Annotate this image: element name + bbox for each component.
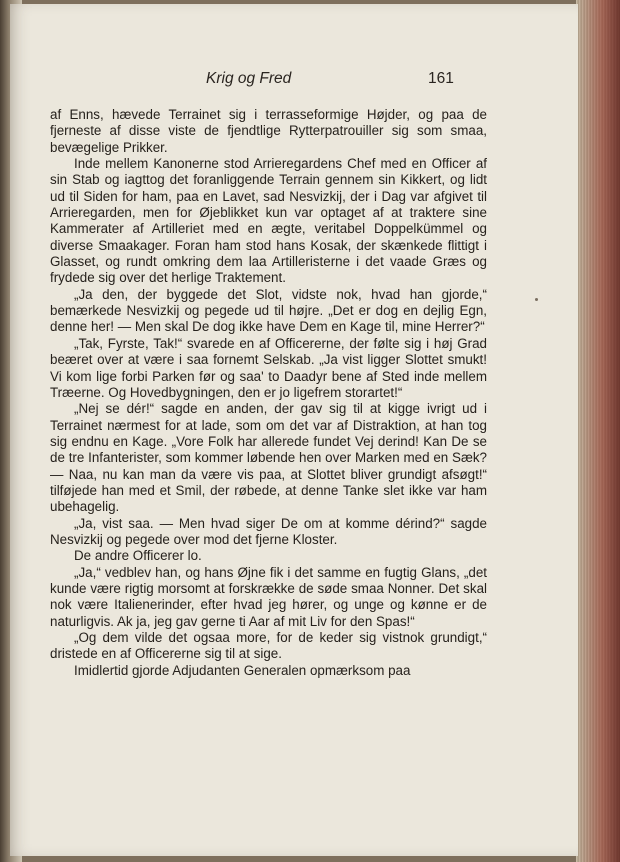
paragraph: De andre Officerer lo. [74, 548, 202, 564]
paragraph: „Tak, Fyrste, Tak!“ svarede en af Officererne, der følte sig i høj Grad beæret over at være i saa fornemt Selskab. „Ja vist ligger Slottet smukt! Vi kom lige forbi Parken før og saa' to Daadyr bene af Sted inde mellem Træerne. Og Hovedbygningen, den er jo ligefrem storartet!“ [50, 335, 487, 400]
body-text [50, 107, 487, 679]
paragraph: af Enns, hævede Terrainet sig i terrasseformige Højder, og paa de fjerneste af disse viste de fjendtlige Rytterpatrouiller sig som smaa, bevægelige Prikker. [50, 107, 487, 155]
paragraph: Imidlertid gjorde Adjudanten Generalen opmærksom paa [74, 662, 411, 678]
paragraph: „Ja, vist saa. — Men hvad siger De om at komme dérind?“ sagde Nesvizkij og pegede over mod det fjerne Kloster. [50, 515, 487, 547]
paragraph: „Og dem vilde det ogsaa more, for de keder sig vistnok grundigt,“ dristede en af Officererne sig til at sige. [50, 630, 487, 662]
paragraph: Inde mellem Kanonerne stod Arrieregardens Chef med en Officer af sin Stab og iagttog det foranliggende Terrain gennem sin Kikkert, og lidt ud til Siden for ham, paa en Lavet, sad Nesvizkij, der i Dag var afgivet til Arrieregarden, men for Øjeblikket kun var optaget af at traktere sine Kammerater af Artilleriet med en ægte, veritabel Doppelkümmel og diverse Smaakager. Foran ham stod hans Kosak, der skænkede flittigt i Glasset, og rundt omkring dem laa Artilleristerne i det vaade Græs og frydede sig over det herlige Traktement. [50, 156, 487, 286]
page-number: 161 [428, 70, 454, 87]
running-head [10, 70, 578, 92]
paper-speck [535, 298, 538, 301]
running-head-title: Krig og Fred [206, 70, 292, 87]
paragraph: „Ja,“ vedblev han, og hans Øjne fik i det samme en fugtig Glans, „det kunde være rigtig morsomt at forskrække de søde smaa Nonner. Det skal nok være Italienerinder, efter hvad jeg hører, og unge og kønne er de naturligvis. Ak ja, jeg gav gerne ti Aar af mit Liv for den Spas!“ [50, 564, 487, 629]
page-edges [576, 0, 620, 862]
paragraph: „Ja den, der byggede det Slot, vidste nok, hvad han gjorde,“ bemærkede Nesvizkij og pegede ud til højre. „Det er dog en dejlig Egn, denne her! — Men skal De dog ikke have Dem en Kage til, mine Herrer?“ [50, 286, 487, 335]
book-page [10, 4, 578, 856]
paragraph: „Nej se dér!“ sagde en anden, der gav sig til at kigge ivrigt ud i Terrainet nærmest for at lade, som om det var af Distraktion, at han tog sig endnu en Kage. „Vore Folk har allerede fundet Vej derind! Kan De se de tre Infanterister, som kommer løbende hen over Marken med en Sæk? — Naa, nu kan man da være vis paa, at Slottet bliver grundigt afsøgt!“ tilføjede han med et Smil, der røbede, at denne Tanke slet ikke var ham ubehagelig. [50, 401, 487, 515]
